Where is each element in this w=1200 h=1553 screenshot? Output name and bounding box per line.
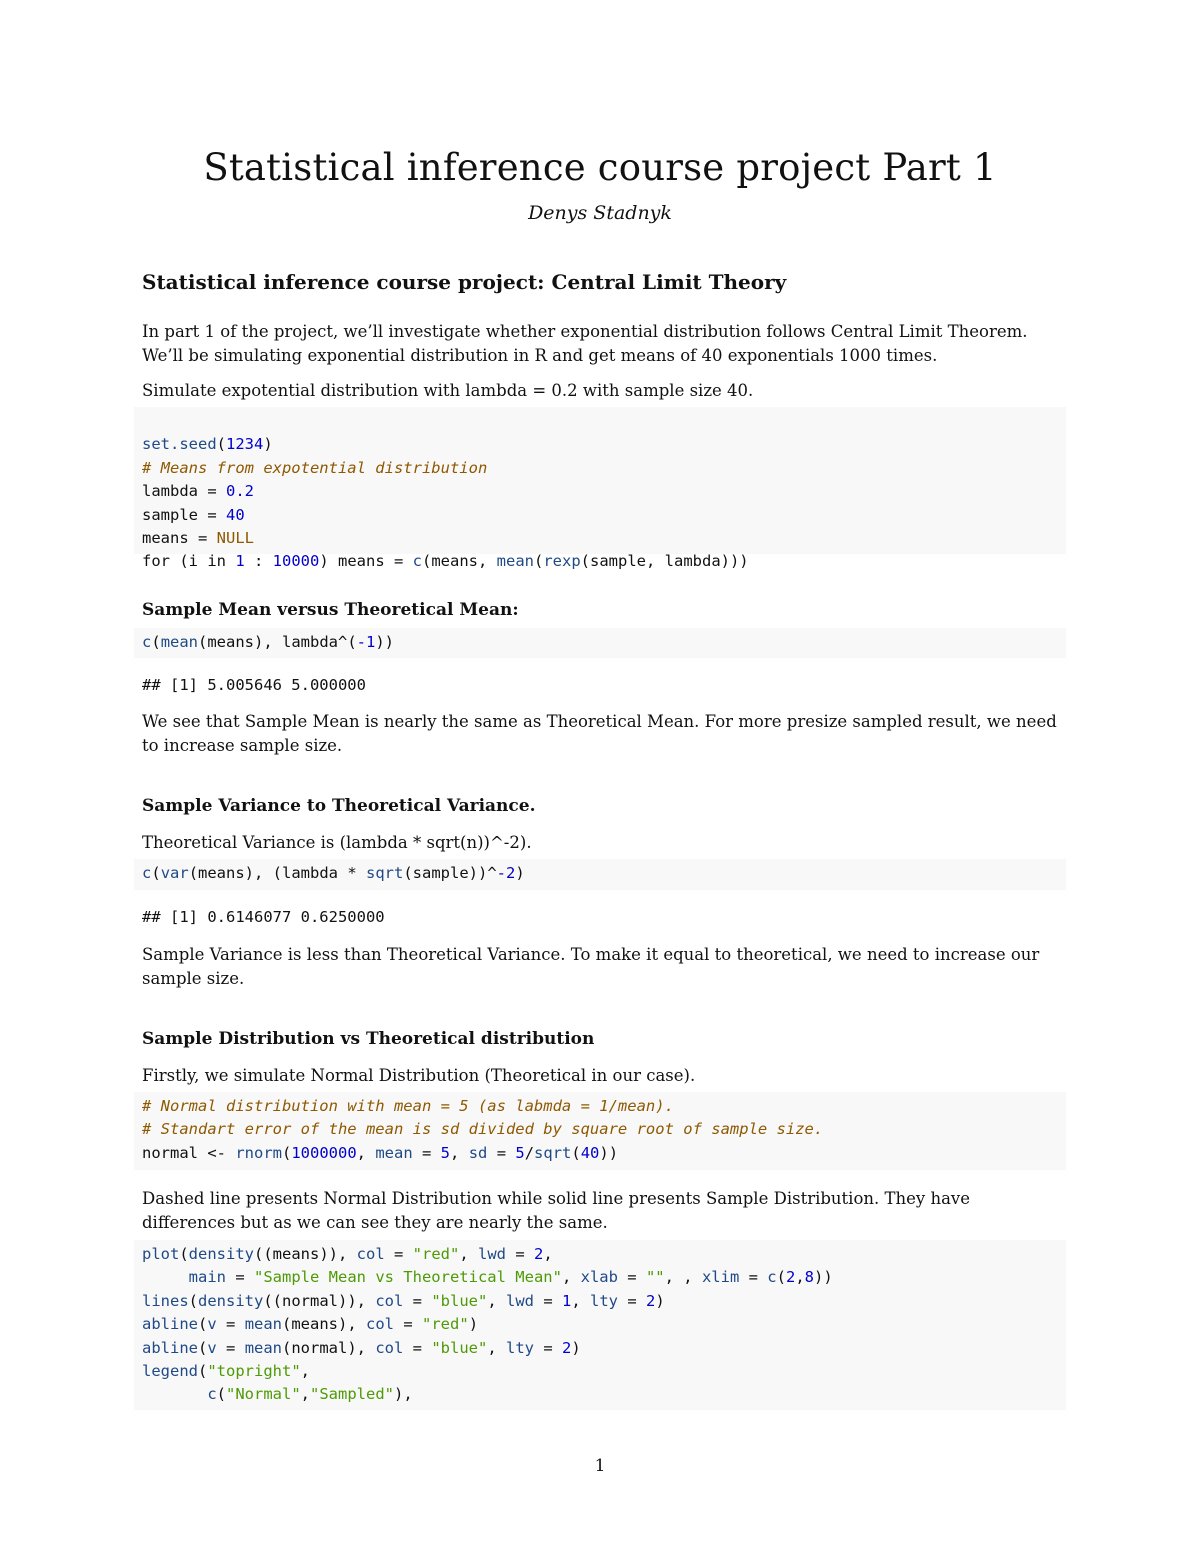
code-line: plot(density((means)), col = "red", lwd = 2,: [142, 1245, 553, 1263]
code-line: sample = 40: [142, 505, 245, 524]
code-block-plot: [134, 1240, 1066, 1410]
code-line: abline(v = mean(normal), col = "blue", lty = 2): [142, 1338, 581, 1357]
code-line: set.seed(1234): [142, 435, 273, 454]
code-block-variance: [134, 859, 1066, 890]
section-heading-clt: Statistical inference course project: Central Limit Theory: [142, 270, 787, 294]
code-block-simulation: [134, 407, 1066, 571]
page-number: 1: [594, 1456, 606, 1476]
code-line: means = NULL: [142, 528, 254, 547]
document-author: Denys Stadnyk: [528, 202, 672, 224]
section-heading-mean: Sample Mean versus Theoretical Mean:: [142, 600, 519, 620]
dashed-line-paragraph: Dashed line presents Normal Distribution while solid line presents Sample Distribution. They have differences but as we can see they are nearly the same.: [142, 1189, 971, 1232]
code-line: legend("topright",: [142, 1361, 311, 1380]
section-heading-distribution: Sample Distribution vs Theoretical distribution: [142, 1029, 595, 1049]
code-line: normal <- rnorm(1000000, mean = 5, sd = 5/sqrt(40)): [142, 1143, 619, 1162]
code-block-mean: [134, 628, 1066, 658]
mean-paragraph: We see that Sample Mean is nearly the same as Theoretical Mean. For more presize sampled result, we need to increase sample size.: [142, 712, 1057, 755]
variance-paragraph: Sample Variance is less than Theoretical Variance. To make it equal to theoretical, we need to increase our sample size.: [142, 945, 1040, 988]
section-heading-variance: Sample Variance to Theoretical Variance.: [142, 796, 536, 816]
code-block-normal: [134, 1092, 1066, 1170]
code-line: c(var(means), (lambda * sqrt(sample))^-2): [142, 864, 525, 882]
output-mean: ## [1] 5.005646 5.000000: [142, 676, 366, 694]
code-line: abline(v = mean(means), col = "red"): [142, 1315, 479, 1334]
output-variance: ## [1] 0.6146077 0.6250000: [142, 908, 385, 926]
code-comment: # Standart error of the mean is sd divided by square root of sample size.: [142, 1120, 824, 1139]
code-line: lambda = 0.2: [142, 482, 254, 501]
intro-paragraph: In part 1 of the project, we’ll investigate whether exponential distribution follows Central Limit Theorem. We’ll be simulating exponential distribution in R and get means of 40 exponentials 1000 times.: [142, 322, 1028, 365]
code-comment: # Means from expotential distribution: [142, 458, 488, 477]
distribution-intro-paragraph: Firstly, we simulate Normal Distribution (Theoretical in our case).: [142, 1066, 696, 1085]
code-line: main = "Sample Mean vs Theoretical Mean", xlab = "", , xlim = c(2,8)): [188, 1268, 833, 1287]
code-line: c(mean(means), lambda^(-1)): [142, 633, 394, 651]
code-line: for (i in 1 : 10000) means = c(means, mean(rexp(sample, lambda))): [142, 552, 749, 571]
code-line: lines(density((normal)), col = "blue", lwd = 1, lty = 2): [142, 1291, 665, 1310]
code-line: c("Normal","Sampled"),: [207, 1385, 413, 1404]
document-title: Statistical inference course project Part 1: [203, 146, 997, 189]
simulate-paragraph: Simulate expotential distribution with lambda = 0.2 with sample size 40.: [142, 381, 754, 400]
code-comment: # Normal distribution with mean = 5 (as labmda = 1/mean).: [142, 1097, 674, 1115]
variance-formula-paragraph: Theoretical Variance is (lambda * sqrt(n))^-2).: [142, 833, 532, 852]
